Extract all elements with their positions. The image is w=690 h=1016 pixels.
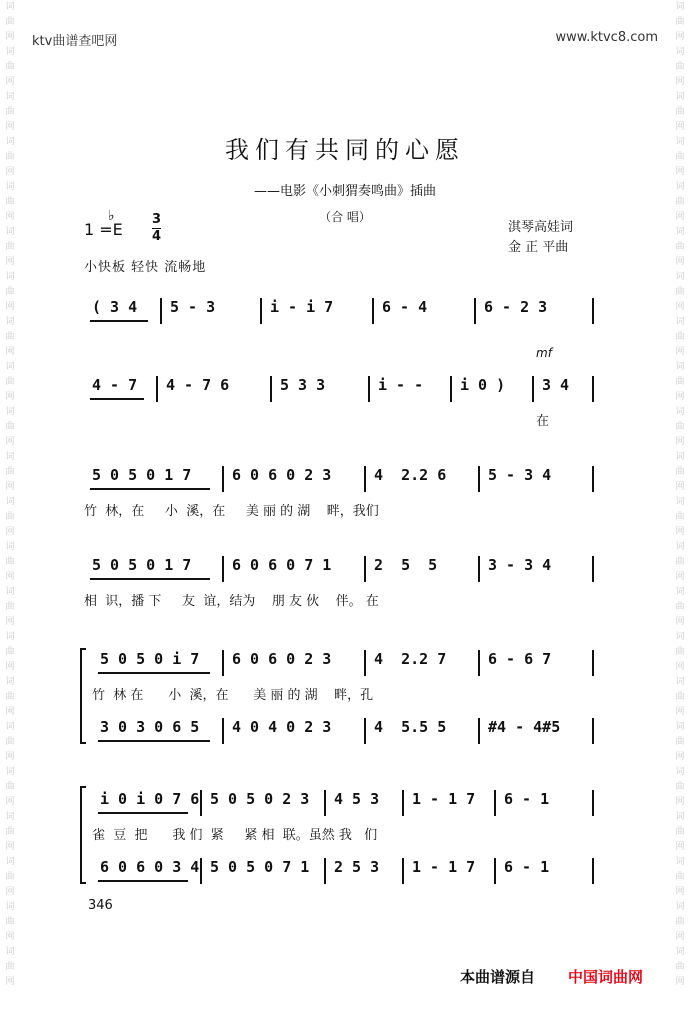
meter-bottom: 4 (152, 229, 162, 244)
watermark-glyph: 网 (675, 32, 685, 42)
watermark-glyph: 词 (5, 857, 15, 867)
measure: 5 0 5 0 2 3 (210, 790, 310, 808)
dynamic-marking: mf (536, 346, 552, 360)
watermark-glyph: 网 (5, 977, 15, 987)
bar-line (478, 466, 480, 492)
measure: 6 - 2 3 (484, 298, 548, 316)
watermark-glyph: 网 (675, 932, 685, 942)
watermark-glyph: 词 (675, 272, 685, 282)
watermark-glyph: 网 (5, 77, 15, 87)
measure: 2 5 5 (374, 556, 438, 574)
time-signature (152, 212, 161, 245)
bar-line (160, 298, 162, 324)
watermark-glyph: 曲 (675, 377, 685, 387)
watermark-glyph: 网 (675, 662, 685, 672)
watermark-glyph: 词 (5, 227, 15, 237)
bar-line (592, 858, 594, 884)
measure: 4 - 7 6 (166, 376, 230, 394)
watermark-glyph: 词 (675, 92, 685, 102)
watermark-glyph: 词 (5, 182, 15, 192)
bar-line (270, 376, 272, 402)
watermark-glyph: 曲 (5, 197, 15, 207)
watermark-glyph: 曲 (675, 782, 685, 792)
watermark-glyph: 曲 (675, 17, 685, 27)
watermark-glyph: 网 (5, 707, 15, 717)
measure: 4 2.2 6 (374, 466, 447, 484)
measure: 6 0 6 0 2 3 (232, 466, 332, 484)
watermark-glyph: 曲 (675, 422, 685, 432)
watermark-glyph: 曲 (5, 557, 15, 567)
bar-line (200, 858, 202, 884)
bar-line (260, 298, 262, 324)
watermark-glyph: 曲 (5, 62, 15, 72)
beam-underline (90, 398, 144, 400)
song-subtitle: ——电影《小刺猬奏鸣曲》插曲 (253, 184, 436, 199)
watermark-glyph: 网 (5, 122, 15, 132)
watermark-glyph: 词 (675, 587, 685, 597)
watermark-glyph: 曲 (5, 737, 15, 747)
lyric-line-4: 相 识，播 下 友 谊，结为 朋 友 伙 伴。 在 (84, 594, 379, 609)
song-title: 我们有共同的心愿 (225, 136, 465, 164)
beam-underline (90, 320, 148, 322)
bar-line (364, 556, 366, 582)
bar-line (222, 718, 224, 744)
watermark-glyph: 曲 (5, 602, 15, 612)
watermark-glyph: 词 (5, 632, 15, 642)
watermark-glyph: 词 (5, 497, 15, 507)
watermark-glyph: 曲 (5, 287, 15, 297)
bar-line (592, 466, 594, 492)
watermark-glyph: 词 (675, 182, 685, 192)
measure: 6 0 6 0 3 4 (100, 858, 200, 876)
header-site-name[interactable]: ktv曲谱查吧网 (32, 34, 118, 49)
score-line-3 (84, 466, 594, 496)
watermark-glyph: 曲 (5, 467, 15, 477)
watermark-glyph: 曲 (675, 872, 685, 882)
bar-line (592, 650, 594, 676)
watermark-glyph: 词 (675, 632, 685, 642)
lyric-line-6: 雀 豆 把 我 们 紧 紧 相 联。虽然 我 们 (92, 828, 378, 843)
watermark-glyph: 曲 (5, 152, 15, 162)
watermark-glyph: 网 (675, 77, 685, 87)
watermark-glyph: 曲 (675, 737, 685, 747)
watermark-glyph: 网 (5, 842, 15, 852)
measure: 4 0 4 0 2 3 (232, 718, 332, 736)
measure: 5 0 5 0 7 1 (210, 858, 310, 876)
watermark-glyph: 词 (5, 677, 15, 687)
watermark-glyph: 曲 (5, 422, 15, 432)
watermark-glyph: 词 (675, 947, 685, 957)
watermark-glyph: 网 (5, 482, 15, 492)
watermark-glyph: 网 (675, 842, 685, 852)
measure: 6 - 6 7 (488, 650, 552, 668)
watermark-glyph: 网 (5, 347, 15, 357)
watermark-glyph: 词 (675, 2, 685, 12)
bar-line (324, 790, 326, 816)
watermark-glyph: 网 (5, 32, 15, 42)
beam-underline (98, 672, 210, 674)
watermark-glyph: 词 (5, 362, 15, 372)
bar-line (324, 858, 326, 884)
watermark-glyph: 曲 (5, 692, 15, 702)
watermark-glyph: 词 (5, 317, 15, 327)
bar-line (592, 298, 594, 324)
watermark-glyph: 词 (5, 767, 15, 777)
measure: 2 5 3 (334, 858, 380, 876)
measure: 3 - 3 4 (488, 556, 552, 574)
tempo-marking: 小快板 轻快 流畅地 (84, 260, 207, 275)
measure: 6 0 6 0 7 1 (232, 556, 332, 574)
lyric-line-5: 竹 林 在 小 溪，在 美 丽 的 湖 畔，孔 (92, 688, 374, 703)
watermark-glyph: 曲 (675, 62, 685, 72)
bar-line (200, 790, 202, 816)
measure: 3 0 3 0 6 5 (100, 718, 200, 736)
measure: 6 - 4 (382, 298, 428, 316)
watermark-glyph: 曲 (675, 827, 685, 837)
key-signature (84, 208, 123, 239)
watermark-glyph: 网 (5, 752, 15, 762)
lyric-line-2: 在 (536, 414, 550, 429)
bar-line (532, 376, 534, 402)
watermark-glyph: 曲 (675, 107, 685, 117)
watermark-glyph: 网 (5, 887, 15, 897)
watermark-glyph: 曲 (5, 332, 15, 342)
watermark-glyph: 词 (675, 407, 685, 417)
watermark-glyph: 网 (675, 392, 685, 402)
watermark-glyph: 网 (5, 437, 15, 447)
footer-source-label: 本曲谱源自 (460, 968, 536, 986)
measure: i - - (378, 376, 424, 394)
bar-line (156, 376, 158, 402)
watermark-glyph: 曲 (5, 827, 15, 837)
watermark-glyph: 词 (675, 47, 685, 57)
measure: 6 - 1 (504, 790, 550, 808)
credits (508, 218, 573, 258)
watermark-glyph: 曲 (5, 377, 15, 387)
bar-line (222, 466, 224, 492)
bar-line (474, 298, 476, 324)
bar-line (478, 650, 480, 676)
watermark-glyph: 网 (675, 212, 685, 222)
watermark-glyph: 网 (5, 662, 15, 672)
bar-line (478, 718, 480, 744)
watermark-glyph: 词 (675, 497, 685, 507)
measure: 5 - 3 (170, 298, 216, 316)
score-line-6-lower (92, 858, 594, 888)
beam-underline (98, 880, 188, 882)
watermark-glyph: 网 (675, 527, 685, 537)
watermark-glyph: 曲 (5, 782, 15, 792)
watermark-glyph: 词 (675, 902, 685, 912)
watermark-glyph: 词 (5, 812, 15, 822)
watermark-glyph: 曲 (675, 467, 685, 477)
watermark-glyph: 网 (5, 392, 15, 402)
watermark-glyph: 曲 (5, 242, 15, 252)
measure: 4 - 7 (92, 376, 138, 394)
measure: 4 5.5 5 (374, 718, 447, 736)
composer: 金 正 平曲 (508, 240, 569, 255)
system-brace-2 (80, 786, 86, 884)
measure: 6 - 1 (504, 858, 550, 876)
watermark-glyph: 网 (5, 527, 15, 537)
watermark-glyph: 网 (5, 167, 15, 177)
watermark-glyph: 网 (675, 347, 685, 357)
watermark-glyph: 词 (5, 722, 15, 732)
watermark-glyph: 曲 (675, 242, 685, 252)
bar-line (372, 298, 374, 324)
watermark-glyph: 曲 (5, 962, 15, 972)
beam-underline (90, 578, 210, 580)
measure: i 0 i 0 7 6 (100, 790, 200, 808)
beam-underline (98, 740, 210, 742)
bar-line (592, 790, 594, 816)
measure: 5 0 5 0 1 7 (92, 466, 192, 484)
watermark-glyph: 网 (675, 617, 685, 627)
beam-underline (98, 812, 188, 814)
watermark-glyph: 词 (5, 902, 15, 912)
watermark-glyph: 网 (675, 437, 685, 447)
watermark-glyph: 网 (5, 257, 15, 267)
meter-top: 3 (152, 212, 162, 227)
watermark-glyph: 词 (5, 272, 15, 282)
watermark-glyph: 词 (5, 137, 15, 147)
watermark-glyph: 曲 (675, 692, 685, 702)
measure: 5 0 5 0 1 7 (92, 556, 192, 574)
bar-line (592, 556, 594, 582)
score-line-5-lower (92, 718, 594, 748)
measure: 3 4 (542, 376, 570, 394)
bar-line (450, 376, 452, 402)
score-line-4 (84, 556, 594, 586)
watermark-glyph: 词 (5, 47, 15, 57)
watermark-glyph: 网 (675, 707, 685, 717)
system-brace-1 (80, 648, 86, 744)
watermark-glyph: 词 (675, 227, 685, 237)
watermark-glyph: 曲 (5, 917, 15, 927)
watermark-glyph: 词 (675, 317, 685, 327)
watermark-glyph: 词 (675, 362, 685, 372)
watermark-glyph: 曲 (675, 647, 685, 657)
score-line-1 (84, 298, 594, 328)
measure: 1 - 1 7 (412, 858, 476, 876)
watermark-glyph: 曲 (5, 647, 15, 657)
watermark-glyph: 网 (675, 257, 685, 267)
watermark-glyph: 词 (5, 452, 15, 462)
bar-line (402, 790, 404, 816)
watermark-glyph: 曲 (675, 962, 685, 972)
watermark-glyph: 曲 (675, 557, 685, 567)
watermark-glyph: 曲 (5, 872, 15, 882)
lyric-line-3: 竹 林，在 小 溪，在 美 丽 的 湖 畔，我们 (84, 504, 379, 519)
watermark-glyph: 网 (675, 167, 685, 177)
watermark-glyph: 词 (675, 722, 685, 732)
watermark-glyph: 词 (675, 452, 685, 462)
watermark-glyph: 词 (5, 92, 15, 102)
key-label: 1 =E (84, 220, 123, 239)
watermark-glyph: 网 (675, 797, 685, 807)
measure: ( 3 4 (92, 298, 138, 316)
measure: 5 3 3 (280, 376, 326, 394)
watermark-glyph: 词 (5, 2, 15, 12)
bar-line (222, 556, 224, 582)
header-site-url[interactable]: www.ktvc8.com (555, 30, 658, 45)
score-line-5-upper (92, 650, 594, 680)
footer-site-link[interactable]: 中国词曲网 (568, 968, 644, 986)
score-line-2 (84, 376, 594, 406)
bar-line (364, 718, 366, 744)
watermark-glyph: 曲 (5, 512, 15, 522)
watermark-glyph: 曲 (5, 17, 15, 27)
watermark-glyph: 网 (5, 617, 15, 627)
measure: #4 - 4#5 (488, 718, 561, 736)
watermark-glyph: 曲 (5, 107, 15, 117)
bar-line (368, 376, 370, 402)
bar-line (364, 466, 366, 492)
bar-line (364, 650, 366, 676)
watermark-glyph: 网 (5, 932, 15, 942)
bar-line (592, 376, 594, 402)
watermark-glyph: 词 (675, 137, 685, 147)
watermark-glyph: 网 (675, 752, 685, 762)
watermark-glyph: 词 (5, 407, 15, 417)
watermark-glyph: 网 (5, 572, 15, 582)
watermark-glyph: 词 (5, 587, 15, 597)
bar-line (402, 858, 404, 884)
bar-line (592, 718, 594, 744)
measure: 5 - 3 4 (488, 466, 552, 484)
watermark-glyph: 词 (675, 767, 685, 777)
watermark-glyph: 曲 (675, 602, 685, 612)
bar-line (494, 858, 496, 884)
watermark-glyph: 网 (5, 302, 15, 312)
bar-line (222, 650, 224, 676)
watermark-glyph: 网 (675, 977, 685, 987)
watermark-glyph: 词 (675, 857, 685, 867)
measure: 6 0 6 0 2 3 (232, 650, 332, 668)
measure: 4 2.2 7 (374, 650, 447, 668)
watermark-glyph: 网 (675, 122, 685, 132)
bar-line (478, 556, 480, 582)
beam-underline (90, 488, 210, 490)
measure: i 0 ) (460, 376, 506, 394)
watermark-glyph: 网 (5, 797, 15, 807)
performance-note: （合 唱） (319, 210, 371, 224)
score-line-6-upper (92, 790, 594, 820)
watermark-glyph: 曲 (675, 197, 685, 207)
measure: 5 0 5 0 i 7 (100, 650, 200, 668)
page-number: 346 (88, 898, 113, 913)
watermark-glyph: 网 (5, 212, 15, 222)
watermark-glyph: 曲 (675, 287, 685, 297)
watermark-glyph: 词 (5, 542, 15, 552)
watermark-glyph: 网 (675, 302, 685, 312)
flat-icon: ♭ (108, 208, 115, 224)
watermark-glyph: 词 (5, 947, 15, 957)
watermark-glyph: 曲 (675, 512, 685, 522)
watermark-glyph: 词 (675, 542, 685, 552)
measure: 4 5 3 (334, 790, 380, 808)
lyricist: 淇琴高娃词 (508, 220, 574, 235)
watermark-glyph: 词 (675, 677, 685, 687)
measure: i - i 7 (270, 298, 334, 316)
measure: 1 - 1 7 (412, 790, 476, 808)
watermark-glyph: 曲 (675, 917, 685, 927)
watermark-glyph: 网 (675, 572, 685, 582)
watermark-glyph: 词 (675, 812, 685, 822)
watermark-glyph: 网 (675, 887, 685, 897)
watermark-glyph: 曲 (675, 332, 685, 342)
watermark-glyph: 曲 (675, 152, 685, 162)
bar-line (494, 790, 496, 816)
watermark-glyph: 网 (675, 482, 685, 492)
